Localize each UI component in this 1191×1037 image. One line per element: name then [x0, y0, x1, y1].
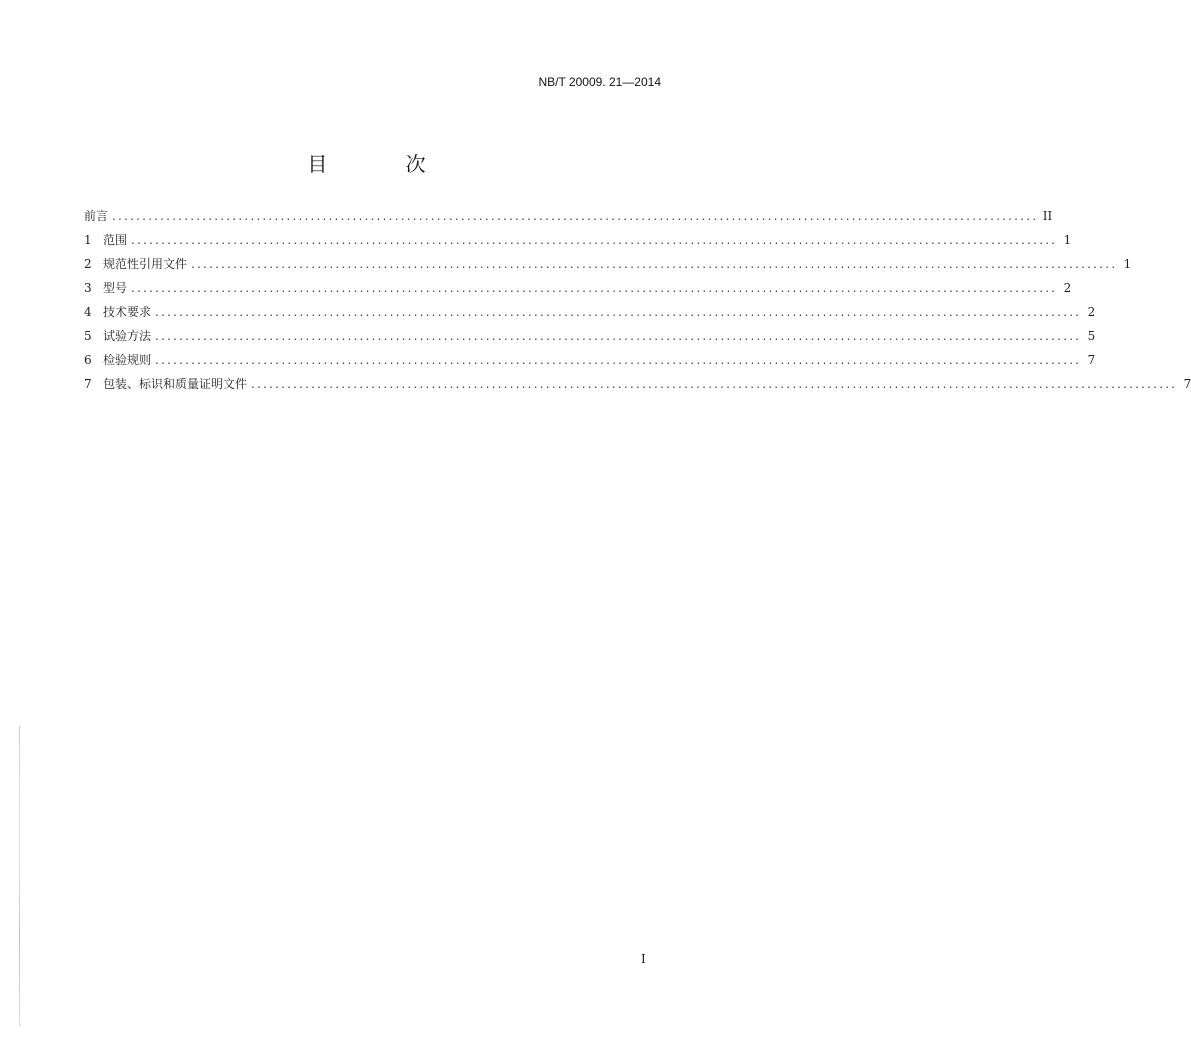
- toc-entry-normative-references[interactable]: [84, 255, 1132, 279]
- toc-leader-dots: ..........................................................................................................................................................: [131, 233, 1058, 247]
- toc-entry-number: 3: [84, 281, 92, 295]
- toc-entry-label: 试验方法: [103, 329, 152, 343]
- toc-entry-page: 1: [1063, 233, 1072, 247]
- toc-entry-page: 5: [1087, 329, 1096, 343]
- toc-entry-number: 5: [84, 329, 92, 343]
- toc-leader-dots: ..........................................................................................................................................................: [155, 305, 1082, 319]
- toc-leader-dots: ..........................................................................................................................................................: [155, 353, 1082, 367]
- toc-entry-page: 2: [1087, 305, 1096, 319]
- toc-entry-page: 7: [1183, 377, 1191, 391]
- toc-entry-number: 4: [84, 305, 92, 319]
- toc-leader-dots: ..........................................................................................................................................................: [251, 377, 1178, 391]
- toc-entry-page: 7: [1087, 353, 1096, 367]
- toc-entry-technical-requirements[interactable]: [84, 303, 1096, 327]
- standard-number: NB/T 20009. 21—2014: [538, 75, 661, 89]
- toc-entry-label: 包装、标识和质量证明文件: [103, 377, 248, 391]
- toc-entry-label: 技术要求: [103, 305, 152, 319]
- toc-entry-test-methods[interactable]: [84, 327, 1096, 351]
- table-of-contents: [84, 207, 1191, 399]
- toc-leader-dots: ..........................................................................................................................................................: [191, 257, 1118, 271]
- toc-leader-dots: ..........................................................................................................................................................: [155, 329, 1082, 343]
- toc-entry-preface[interactable]: [84, 207, 1053, 231]
- toc-entry-number: 1: [84, 233, 92, 247]
- toc-entry-page: 1: [1123, 257, 1132, 271]
- toc-entry-label: 前言: [84, 209, 109, 223]
- toc-entry-scope[interactable]: [84, 231, 1072, 255]
- toc-entry-label: 规范性引用文件: [103, 257, 188, 271]
- toc-title: 目 次: [307, 152, 462, 176]
- toc-entry-label: 检验规则: [103, 353, 152, 367]
- toc-entry-model[interactable]: [84, 279, 1072, 303]
- toc-leader-dots: ..........................................................................................................................................................: [131, 281, 1058, 295]
- toc-entry-packaging[interactable]: [84, 375, 1191, 399]
- toc-entry-number: 6: [84, 353, 92, 367]
- toc-entry-inspection-rules[interactable]: [84, 351, 1096, 375]
- toc-entry-page: II: [1042, 209, 1053, 223]
- toc-entry-label: 范围: [103, 233, 128, 247]
- toc-entry-page: 2: [1063, 281, 1072, 295]
- scan-edge-line: [19, 726, 20, 1026]
- page-number: I: [641, 952, 646, 966]
- toc-entry-label: 型号: [103, 281, 128, 295]
- toc-leader-dots: ..........................................................................................................................................................: [112, 209, 1039, 223]
- toc-entry-number: 2: [84, 257, 92, 271]
- toc-entry-number: 7: [84, 377, 92, 391]
